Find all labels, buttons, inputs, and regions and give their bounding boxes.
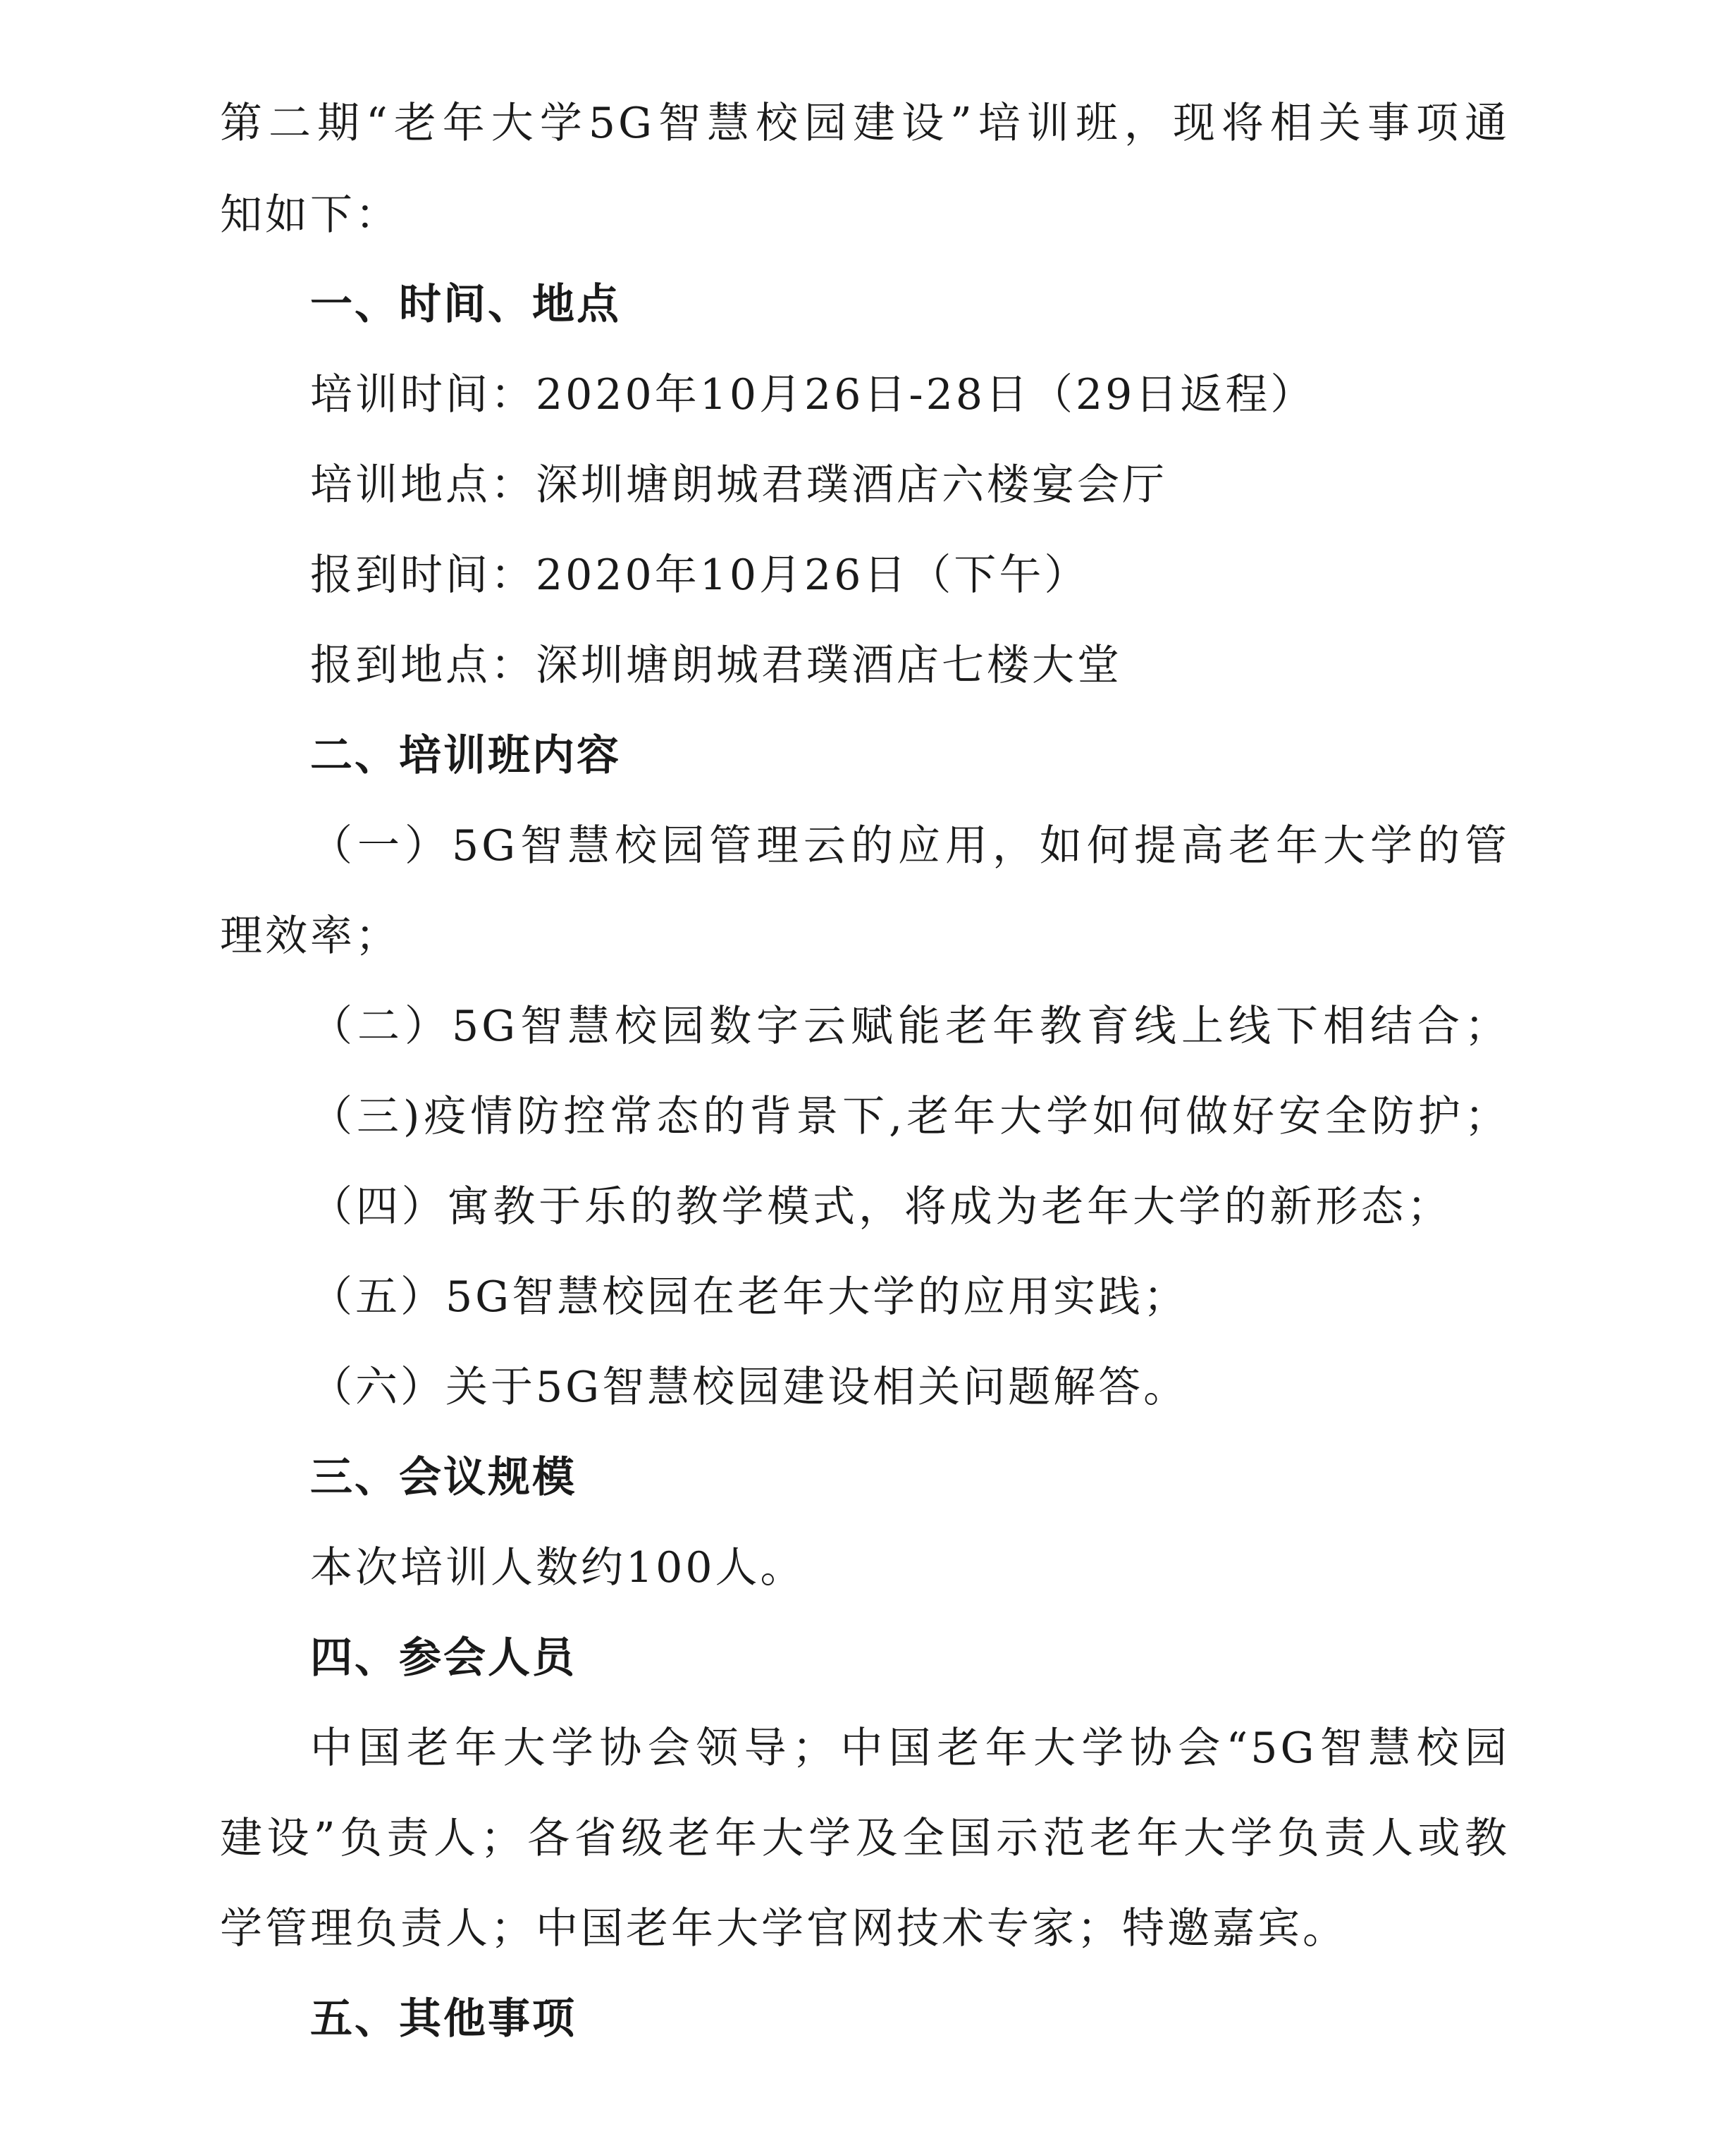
- content-item-2: （二）5G智慧校园数字云赋能老年教育线上线下相结合；: [310, 1002, 1510, 1051]
- content-item-5: （五）5G智慧校园在老年大学的应用实践；: [310, 1272, 1189, 1322]
- attendees-line-3: 学管理负责人；中国老年大学官网技术专家；特邀嘉宾。: [220, 1904, 1348, 1953]
- section-2-heading: 二、培训班内容: [310, 731, 621, 780]
- content-item-4: （四）寓教于乐的教学模式，将成为老年大学的新形态；: [310, 1182, 1452, 1232]
- content-item-1-line-1: （一）5G智慧校园管理云的应用，如何提高老年大学的管: [310, 821, 1510, 871]
- attendees-line-1: 中国老年大学协会领导；中国老年大学协会“5G智慧校园: [310, 1724, 1510, 1773]
- attendance-size: 本次培训人数约100人。: [310, 1543, 806, 1592]
- training-place: 培训地点：深圳塘朗城君璞酒店六楼宴会厅: [310, 460, 1167, 510]
- checkin-place: 报到地点：深圳塘朗城君璞酒店七楼大堂: [310, 641, 1122, 690]
- intro-line-1: 第二期“老年大学5G智慧校园建设”培训班，现将相关事项通: [220, 99, 1510, 148]
- checkin-time: 报到时间：2020年10月26日（下午）: [310, 551, 1090, 600]
- content-item-1-line-2: 理效率；: [220, 911, 400, 961]
- attendees-line-2: 建设”负责人；各省级老年大学及全国示范老年大学负责人或教: [220, 1814, 1510, 1863]
- intro-line-2: 知如下：: [220, 190, 400, 240]
- section-4-heading: 四、参会人员: [310, 1633, 577, 1683]
- training-time: 培训时间：2020年10月26日-28日（29日返程）: [310, 370, 1316, 419]
- section-3-heading: 三、会议规模: [310, 1453, 577, 1502]
- section-5-heading: 五、其他事项: [310, 1994, 577, 2044]
- section-1-heading: 一、时间、地点: [310, 280, 621, 329]
- content-item-6: （六）关于5G智慧校园建设相关问题解答。: [310, 1363, 1189, 1412]
- content-item-3: （三)疫情防控常态的背景下,老年大学如何做好安全防护；: [310, 1092, 1510, 1141]
